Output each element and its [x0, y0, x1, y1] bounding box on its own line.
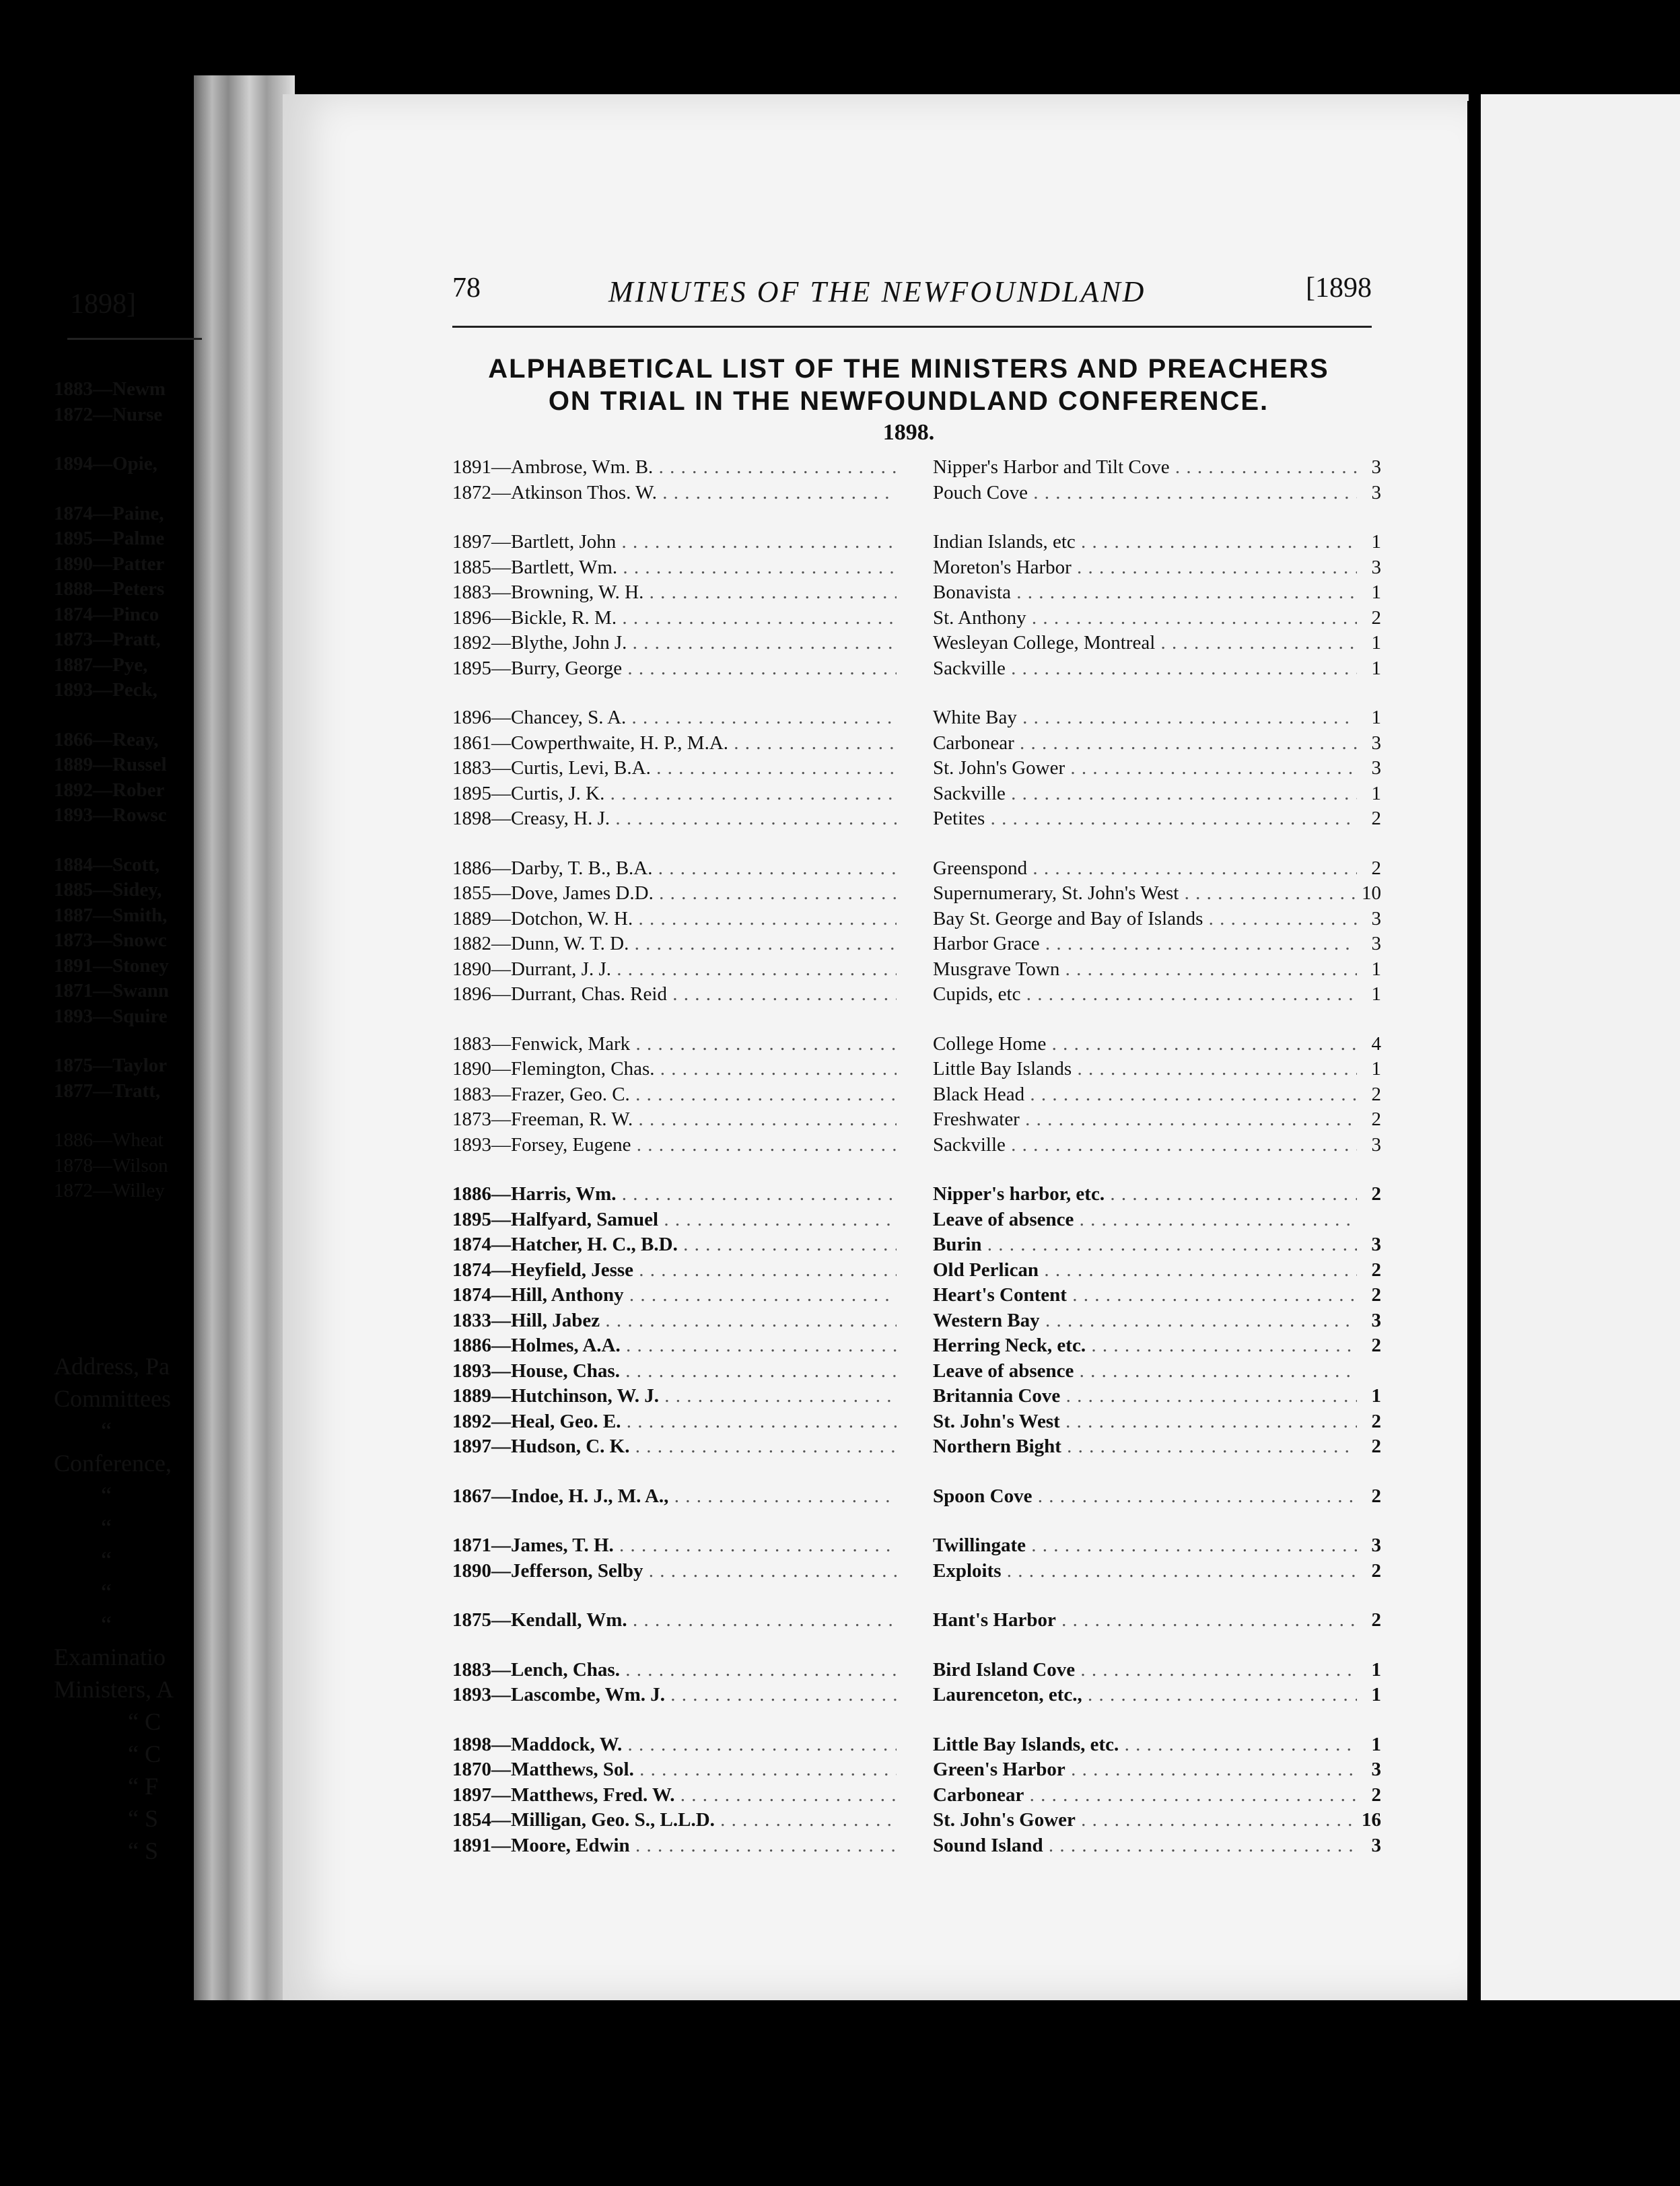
minister-entry — [452, 455, 1381, 481]
minister-entry — [452, 856, 1381, 882]
entry-group — [452, 1032, 1381, 1158]
years-count: 1 — [1371, 1058, 1381, 1080]
minister-entry — [452, 1608, 1381, 1633]
station-name: Hant's Harbor . . . — [933, 1608, 1357, 1633]
station-name: Leave of absence . . . — [933, 1359, 1357, 1384]
minister-entry — [452, 756, 1381, 781]
minister-entry-partial: 1873—Pratt, — [54, 629, 161, 650]
station-name: Western Bay . . . — [933, 1308, 1357, 1334]
years-count: 1 — [1371, 1658, 1381, 1681]
years-count: 3 — [1371, 1309, 1381, 1331]
minister-entry-partial: 1893—Squire — [54, 1005, 168, 1027]
station-name: Harbor Grace . . . — [933, 931, 1357, 957]
station-name: Moreton's Harbor . . . — [933, 555, 1357, 581]
station-name: Twillingate . . . — [933, 1533, 1357, 1559]
index-line: Examinatio — [54, 1644, 166, 1670]
minister-name: 1896—Durrant, Chas. Reid . . . — [452, 982, 897, 1008]
station-name: Britannia Cove . . . — [933, 1384, 1357, 1409]
list-year: 1898. — [882, 420, 935, 445]
years-count: 3 — [1371, 556, 1381, 578]
minister-entry-partial: 1871—Swann — [54, 980, 169, 1001]
minister-name: 1895—Curtis, J. K. . . . — [452, 781, 897, 807]
minister-entry-partial: 1895—Palme — [54, 528, 165, 549]
minister-entry-partial: 1893—Rowsc — [54, 804, 167, 826]
years-count: 3 — [1371, 1759, 1381, 1780]
book-gutter — [1467, 101, 1482, 2006]
minister-name: 1883—Lench, Chas. . . . — [452, 1658, 897, 1683]
minister-name: 1895—Burry, George . . . — [452, 656, 897, 682]
minister-name: 1874—Hill, Anthony . . . — [452, 1283, 897, 1308]
index-line: “ S — [128, 1837, 158, 1864]
station-name: Indian Islands, etc . . . — [933, 530, 1357, 555]
years-count: 1 — [1371, 958, 1381, 980]
minister-entry-partial: 1891—Stoney — [54, 954, 169, 977]
minister-entry-partial: 1894—Opie, — [54, 453, 158, 474]
minister-name: 1889—Dotchon, W. H. . . . — [452, 907, 897, 932]
group-gap — [54, 1104, 202, 1128]
minister-name: 1898—Creasy, H. J. . . . — [452, 806, 897, 832]
index-line: “ — [101, 1547, 112, 1574]
years-count: 3 — [1371, 456, 1381, 478]
group-gap — [54, 1029, 202, 1053]
minister-name: 1883—Curtis, Levi, B.A. . . . — [452, 756, 897, 781]
minister-entry-partial: 1886—Wheat — [54, 1129, 164, 1151]
station-name: Northern Bight . . . — [933, 1434, 1357, 1460]
station-name: Herring Neck, etc. . . . — [933, 1333, 1357, 1359]
station-name: Exploits . . . — [933, 1559, 1357, 1584]
minister-entry — [452, 1783, 1381, 1808]
station-name: Sackville . . . — [933, 781, 1357, 807]
right-page — [1481, 94, 1680, 2000]
minister-entry — [452, 1133, 1381, 1158]
station-name: Supernumerary, St. John's West . . . — [933, 881, 1357, 907]
running-head — [452, 272, 1372, 320]
minister-entry-partial: 1887—Smith, — [54, 904, 168, 926]
years-count: 3 — [1371, 757, 1381, 779]
minister-name: 1896—Chancey, S. A. . . . — [452, 705, 897, 731]
index-line: “ S — [128, 1805, 158, 1832]
minister-entry — [452, 1182, 1381, 1207]
station-name: Pouch Cove . . . — [933, 481, 1357, 506]
list-heading-line1: ALPHABETICAL LIST OF THE MINISTERS AND PREACHERS — [488, 354, 1329, 384]
minister-entry — [452, 1057, 1381, 1082]
minister-entry — [452, 1757, 1381, 1783]
minister-entry — [452, 931, 1381, 957]
minister-entry-partial: 1878—Wilson — [54, 1154, 168, 1176]
station-name: Leave of absence . . . — [933, 1207, 1357, 1233]
minister-entry — [452, 1308, 1381, 1334]
minister-entry — [452, 1384, 1381, 1409]
station-name: Bonavista . . . — [933, 580, 1357, 606]
station-name: Greenspond . . . — [933, 856, 1357, 882]
station-name: Laurenceton, etc., . . . — [933, 1683, 1357, 1708]
years-count: 1 — [1371, 707, 1381, 728]
minister-name: 1891—Ambrose, Wm. B. . . . — [452, 455, 897, 481]
minister-entry — [452, 1359, 1381, 1384]
index-line: “ C — [128, 1740, 161, 1767]
minister-entry-partial: 1875—Taylor — [54, 1055, 168, 1076]
minister-name: 1855—Dove, James D.D. . . . — [452, 881, 897, 907]
minister-name: 1893—Forsey, Eugene . . . — [452, 1133, 897, 1158]
minister-entry-partial: 1874—Pinco — [54, 603, 160, 625]
minister-name: 1897—Bartlett, John . . . — [452, 530, 897, 555]
minister-name: 1867—Indoe, H. J., M. A., . . . — [452, 1484, 897, 1510]
station-name: Sackville . . . — [933, 1133, 1357, 1158]
years-count: 2 — [1371, 1284, 1381, 1306]
minister-name: 1882—Dunn, W. T. D. . . . — [452, 931, 897, 957]
right-page-header-rule — [67, 338, 202, 340]
years-count: 2 — [1371, 1183, 1381, 1205]
station-name: Heart's Content . . . — [933, 1283, 1357, 1308]
station-name: St. John's Gower . . . — [933, 756, 1357, 781]
index-line: “ — [101, 1611, 112, 1638]
years-count: 1 — [1371, 1385, 1381, 1407]
minister-entry — [452, 1333, 1381, 1359]
minister-name: 1897—Matthews, Fred. W. . . . — [452, 1783, 897, 1808]
station-name: Black Head . . . — [933, 1082, 1357, 1108]
years-count: 3 — [1371, 481, 1381, 503]
minister-entry — [452, 1258, 1381, 1283]
years-count: 3 — [1371, 1234, 1381, 1255]
minister-entry — [452, 1409, 1381, 1435]
minister-entry — [452, 580, 1381, 606]
years-count: 3 — [1371, 1535, 1381, 1556]
years-count: 1 — [1371, 657, 1381, 679]
group-gap — [54, 828, 202, 853]
station-name: St. John's Gower . . . — [933, 1808, 1357, 1833]
minister-name: 1892—Heal, Geo. E. . . . — [452, 1409, 897, 1435]
years-count: 3 — [1371, 1133, 1381, 1156]
station-name: Carbonear . . . — [933, 731, 1357, 756]
minister-entry-partial: 1872—Nurse — [54, 403, 163, 425]
station-name: Little Bay Islands . . . — [933, 1057, 1357, 1082]
minister-entry — [452, 1207, 1381, 1233]
header-rule — [452, 326, 1372, 328]
right-page-list — [54, 377, 202, 1204]
years-count: 16 — [1362, 1809, 1381, 1831]
entry-group — [452, 856, 1381, 1008]
index-line: Address, Pa — [54, 1353, 170, 1380]
page-number: 78 — [452, 273, 481, 304]
minister-name: 1874—Heyfield, Jesse . . . — [452, 1258, 897, 1283]
minister-name: 1886—Harris, Wm. . . . — [452, 1182, 897, 1207]
station-name: Sackville . . . — [933, 656, 1357, 682]
minister-name: 1861—Cowperthwaite, H. P., M.A. . . . — [452, 731, 897, 756]
minister-entry — [452, 1283, 1381, 1308]
minister-name: 1890—Durrant, J. J. . . . — [452, 957, 897, 983]
station-name: Spoon Cove . . . — [933, 1484, 1357, 1510]
minister-name: 1883—Browning, W. H. . . . — [452, 580, 897, 606]
minister-entry-partial: 1872—Willey — [54, 1180, 165, 1201]
years-count: 3 — [1371, 907, 1381, 929]
station-name: Wesleyan College, Montreal . . . — [933, 631, 1357, 656]
years-count: 4 — [1371, 1032, 1381, 1055]
minister-name: 1885—Bartlett, Wm. . . . — [452, 555, 897, 581]
minister-entry-partial: 1873—Snowc — [54, 929, 167, 951]
index-line: “ — [101, 1482, 112, 1509]
station-name: Cupids, etc . . . — [933, 982, 1357, 1008]
minister-name: 1889—Hutchinson, W. J. . . . — [452, 1384, 897, 1409]
minister-name: 1873—Freeman, R. W. . . . — [452, 1107, 897, 1133]
entry-group — [452, 1484, 1381, 1510]
minister-name: 1897—Hudson, C. K. . . . — [452, 1434, 897, 1460]
minister-entry — [452, 957, 1381, 983]
index-line: “ — [101, 1417, 112, 1444]
years-count: 3 — [1371, 732, 1381, 754]
minister-name: 1875—Kendall, Wm. . . . — [452, 1608, 897, 1633]
minister-entry — [452, 1232, 1381, 1258]
minister-name: 1893—House, Chas. . . . — [452, 1359, 897, 1384]
years-count: 1 — [1371, 531, 1381, 553]
minister-entry — [452, 731, 1381, 756]
station-name: Old Perlican . . . — [933, 1258, 1357, 1283]
years-count: 1 — [1371, 1733, 1381, 1755]
running-year: [1898 — [1306, 273, 1372, 304]
minister-entry — [452, 705, 1381, 731]
station-name: Nipper's harbor, etc. . . . — [933, 1182, 1357, 1207]
years-count: 2 — [1371, 1259, 1381, 1281]
minister-name: 1898—Maddock, W. . . . — [452, 1732, 897, 1758]
minister-entry — [452, 1032, 1381, 1057]
minister-name: 1891—Moore, Edwin . . . — [452, 1833, 897, 1859]
index-line: “ C — [128, 1708, 161, 1735]
station-name: Burin . . . — [933, 1232, 1357, 1258]
station-name: White Bay . . . — [933, 705, 1357, 731]
station-name: Sound Island . . . — [933, 1833, 1357, 1859]
minister-entry-partial: 1889—Russel — [54, 754, 167, 775]
entry-group — [452, 455, 1381, 505]
minister-entry-partial: 1884—Scott, — [54, 853, 160, 876]
entry-group — [452, 1658, 1381, 1708]
minister-entry-partial: 1885—Sidey, — [54, 879, 162, 901]
minister-entry-partial: 1874—Paine, — [54, 502, 164, 524]
years-count: 1 — [1371, 632, 1381, 654]
minister-list — [452, 455, 1381, 1882]
group-gap — [54, 427, 202, 452]
index-line: Ministers, A — [54, 1676, 174, 1703]
entry-group — [452, 530, 1381, 681]
years-count: 2 — [1371, 606, 1381, 629]
years-count: 3 — [1371, 1834, 1381, 1856]
years-count: 10 — [1362, 882, 1381, 904]
minister-entry-partial: 1893—Peck, — [54, 679, 158, 701]
years-count: 1 — [1371, 782, 1381, 804]
station-name: Green's Harbor . . . — [933, 1757, 1357, 1783]
years-count: 2 — [1371, 857, 1381, 879]
minister-entry — [452, 606, 1381, 631]
minister-name: 1895—Halfyard, Samuel . . . — [452, 1207, 897, 1233]
minister-name: 1870—Matthews, Sol. . . . — [452, 1757, 897, 1783]
years-count: 1 — [1371, 581, 1381, 603]
minister-entry — [452, 530, 1381, 555]
minister-name: 1883—Fenwick, Mark . . . — [452, 1032, 897, 1057]
station-name: Bird Island Cove . . . — [933, 1658, 1357, 1683]
minister-name: 1896—Bickle, R. M. . . . — [452, 606, 897, 631]
minister-name: 1872—Atkinson Thos. W. . . . — [452, 481, 897, 506]
right-page-index — [54, 1350, 202, 1867]
minister-entry — [452, 1658, 1381, 1683]
station-name: College Home . . . — [933, 1032, 1357, 1057]
minister-entry — [452, 1683, 1381, 1708]
minister-name: 1874—Hatcher, H. C., B.D. . . . — [452, 1232, 897, 1258]
minister-entry — [452, 631, 1381, 656]
minister-name: 1893—Lascombe, Wm. J. . . . — [452, 1683, 897, 1708]
years-count: 2 — [1371, 1335, 1381, 1356]
station-name: Bay St. George and Bay of Islands . . . — [933, 907, 1357, 932]
minister-name: 1886—Darby, T. B., B.A. . . . — [452, 856, 897, 882]
minister-entry — [452, 1732, 1381, 1758]
minister-entry — [452, 1484, 1381, 1510]
station-name: Little Bay Islands, etc. . . . — [933, 1732, 1357, 1758]
years-count: 1 — [1371, 1684, 1381, 1705]
minister-entry — [452, 781, 1381, 807]
years-count: 2 — [1371, 1559, 1381, 1582]
minister-name: 1890—Flemington, Chas. . . . — [452, 1057, 897, 1082]
entry-group — [452, 705, 1381, 832]
station-name: St. John's West . . . — [933, 1409, 1357, 1435]
right-page-running-year: 1898] — [70, 289, 136, 320]
minister-entry-partial: 1890—Patter — [54, 553, 165, 575]
minister-name: 1892—Blythe, John J. . . . — [452, 631, 897, 656]
index-line: “ F — [128, 1773, 158, 1800]
index-line: Conference, — [54, 1450, 172, 1477]
minister-entry — [452, 1082, 1381, 1108]
station-name: Musgrave Town . . . — [933, 957, 1357, 983]
minister-entry — [452, 806, 1381, 832]
minister-entry — [452, 1559, 1381, 1584]
index-line: “ — [101, 1579, 112, 1606]
minister-entry — [452, 907, 1381, 932]
minister-entry — [452, 1808, 1381, 1833]
years-count: 2 — [1371, 1083, 1381, 1105]
index-line: “ — [101, 1514, 112, 1541]
minister-name: 1886—Holmes, A.A. . . . — [452, 1333, 897, 1359]
station-name: St. Anthony . . . — [933, 606, 1357, 631]
years-count: 2 — [1371, 1485, 1381, 1507]
years-count: 2 — [1371, 808, 1381, 829]
minister-entry — [452, 555, 1381, 581]
minister-entry-partial: 1883—Newm — [54, 378, 166, 400]
minister-entry-partial: 1892—Rober — [54, 779, 165, 801]
station-name: Petites . . . — [933, 806, 1357, 832]
minister-entry — [452, 982, 1381, 1008]
station-name: Carbonear . . . — [933, 1783, 1357, 1808]
group-gap — [54, 477, 202, 501]
minister-entry — [452, 1833, 1381, 1859]
minister-name: 1871—James, T. H. . . . — [452, 1533, 897, 1559]
years-count: 2 — [1371, 1609, 1381, 1631]
years-count: 2 — [1371, 1436, 1381, 1457]
station-name: Nipper's Harbor and Tilt Cove . . . — [933, 455, 1357, 481]
entry-group — [452, 1608, 1381, 1633]
minister-entry — [452, 881, 1381, 907]
minister-entry-partial: 1877—Tratt, — [54, 1080, 161, 1102]
station-name: Freshwater . . . — [933, 1107, 1357, 1133]
running-title: MINUTES OF THE NEWFOUNDLAND — [608, 275, 1146, 308]
index-line: Committees — [54, 1385, 171, 1412]
years-count: 2 — [1371, 1784, 1381, 1806]
entry-group — [452, 1182, 1381, 1460]
minister-entry — [452, 481, 1381, 506]
group-gap — [54, 703, 202, 728]
entry-group — [452, 1732, 1381, 1859]
minister-entry — [452, 1107, 1381, 1133]
minister-name: 1883—Frazer, Geo. C. . . . — [452, 1082, 897, 1108]
book-page-edges — [194, 75, 295, 2000]
minister-name: 1890—Jefferson, Selby . . . — [452, 1559, 897, 1584]
minister-entry — [452, 1533, 1381, 1559]
years-count: 2 — [1371, 1108, 1381, 1130]
years-count: 2 — [1371, 1410, 1381, 1432]
minister-name: 1854—Milligan, Geo. S., L.L.D. . . . — [452, 1808, 897, 1833]
years-count: 1 — [1371, 983, 1381, 1005]
years-count: 3 — [1371, 933, 1381, 954]
minister-name: 1833—Hill, Jabez . . . — [452, 1308, 897, 1334]
list-heading-line2: ON TRIAL IN THE NEWFOUNDLAND CONFERENCE. — [548, 386, 1269, 416]
minister-entry-partial: 1887—Pye, — [54, 654, 148, 676]
entry-group — [452, 1533, 1381, 1584]
minister-entry — [452, 656, 1381, 682]
minister-entry — [452, 1434, 1381, 1460]
minister-entry-partial: 1888—Peters — [54, 578, 165, 600]
minister-entry-partial: 1866—Reay, — [54, 728, 159, 750]
